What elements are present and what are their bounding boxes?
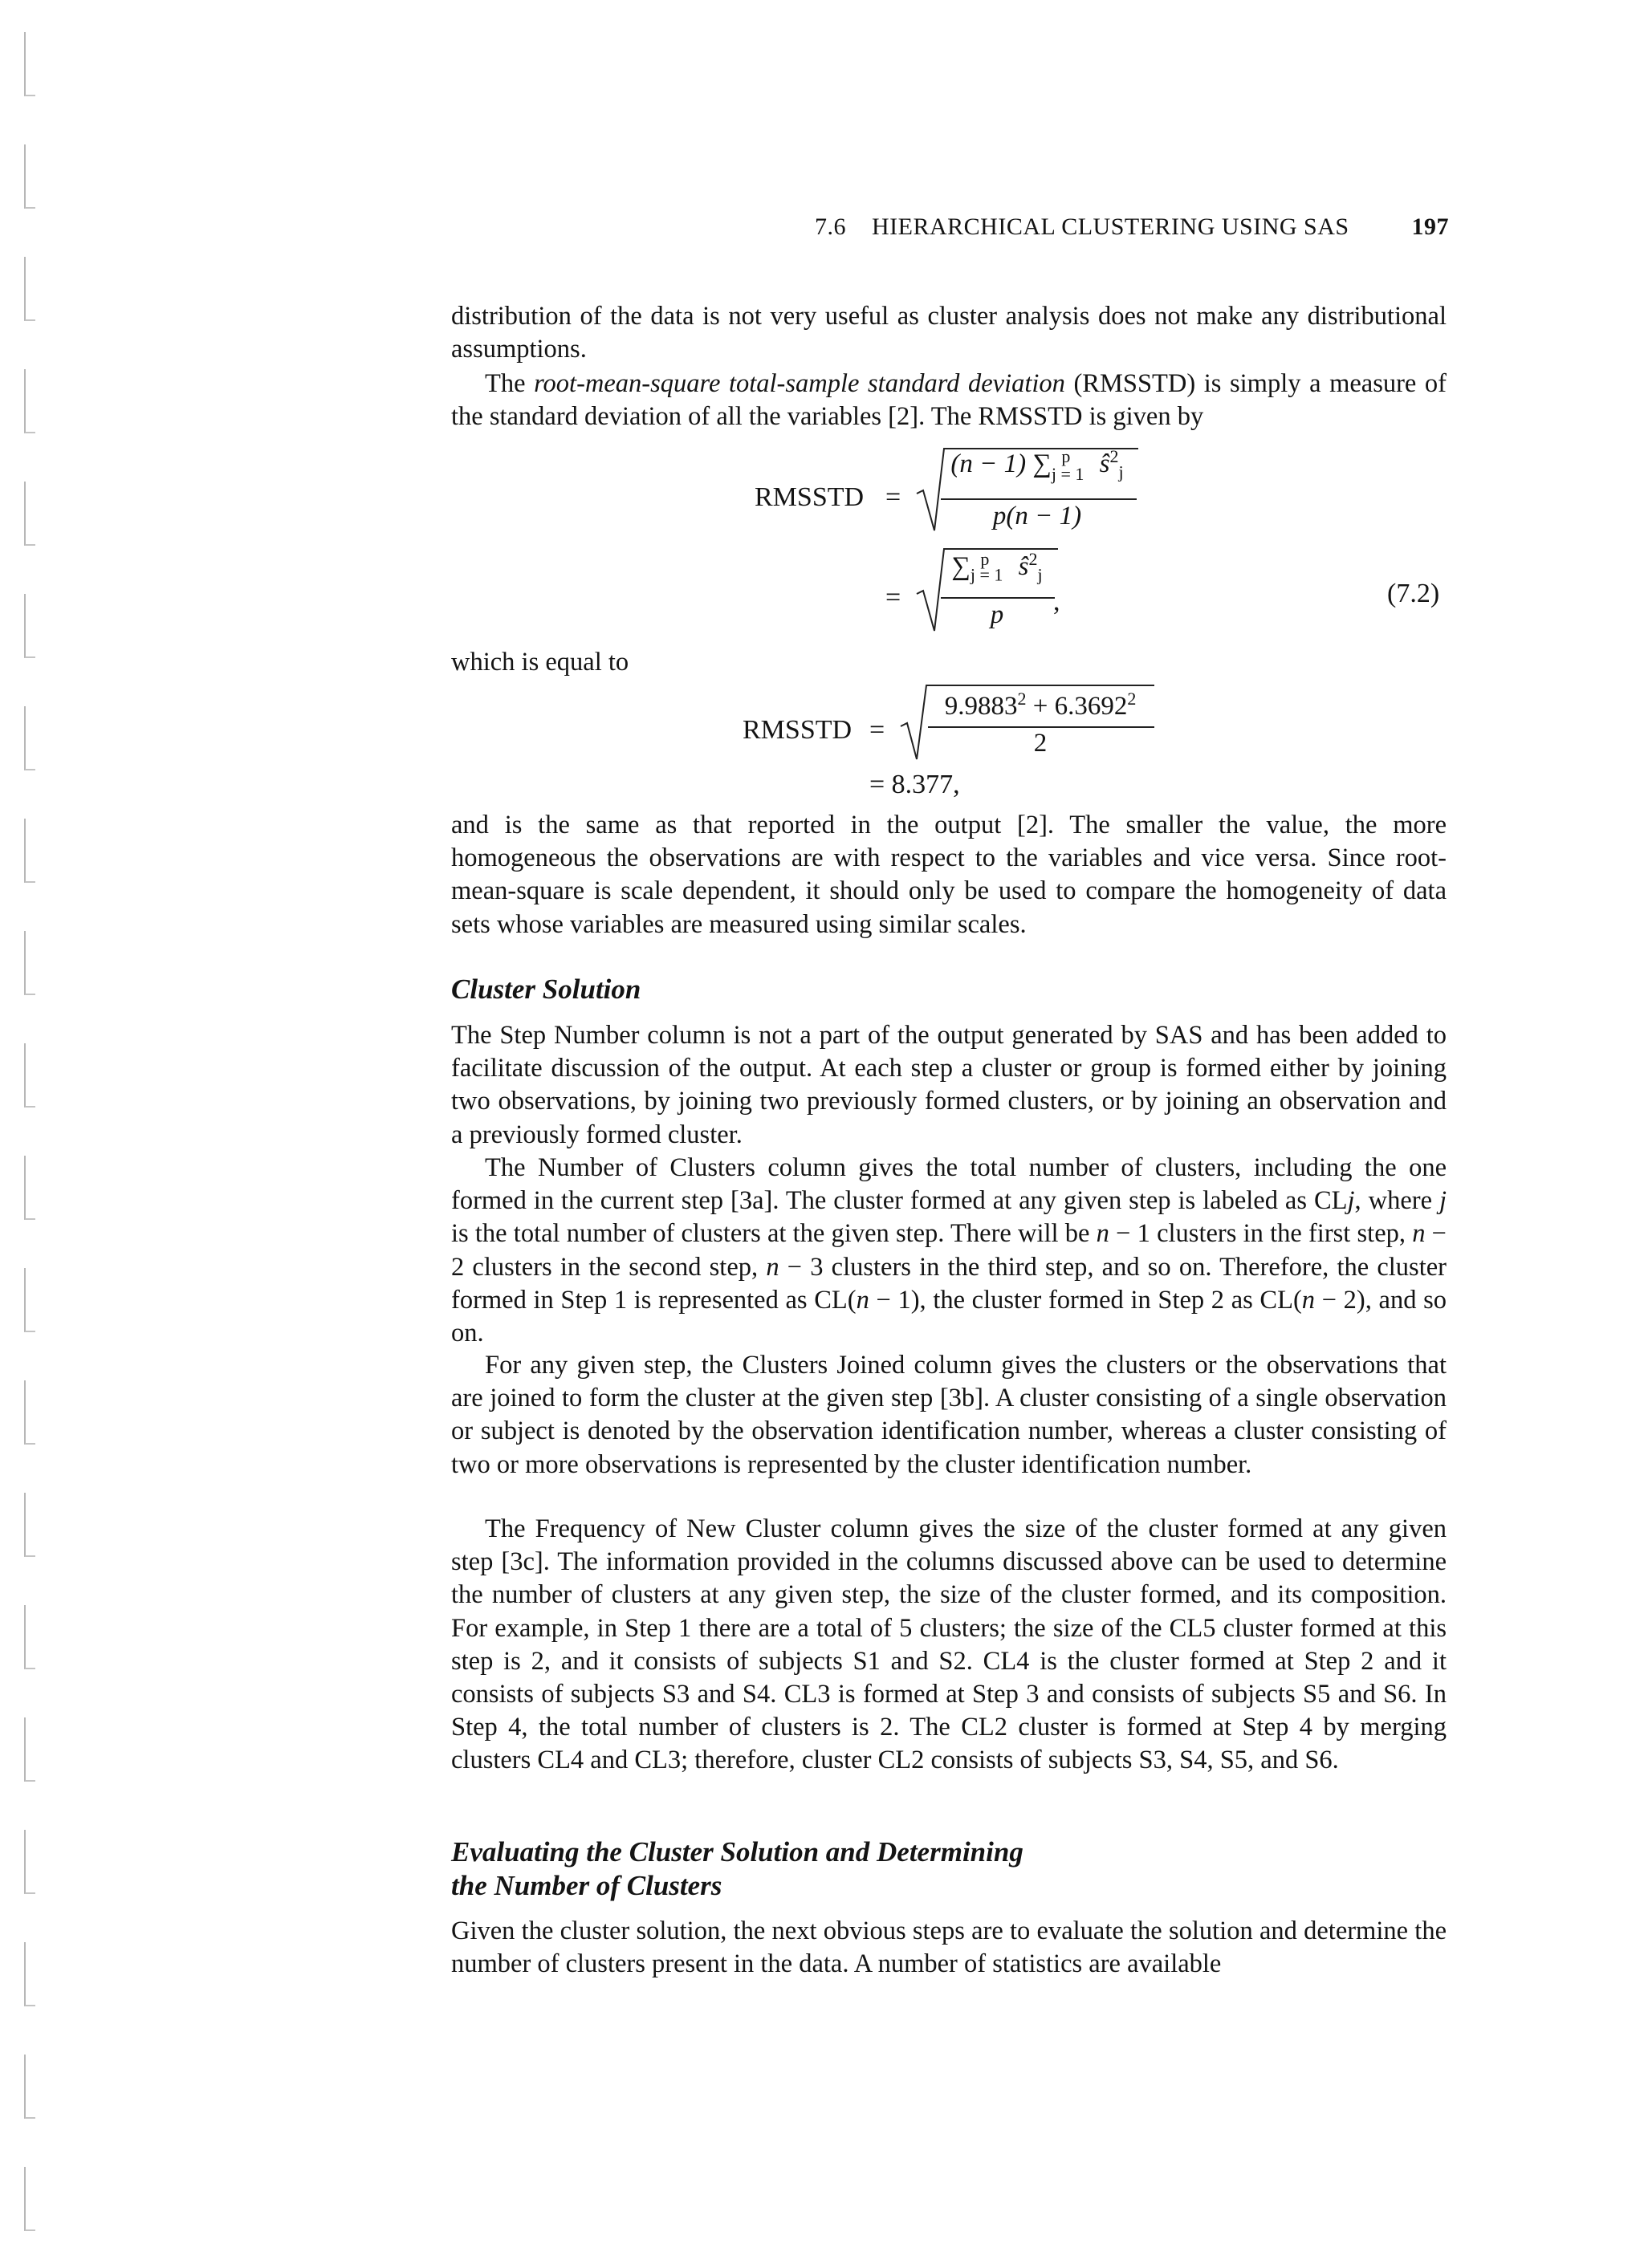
scan-edge-marks [24, 0, 35, 2268]
eq-denominator-2: p [990, 600, 1004, 629]
italic-term: root-mean-square total-sample standard deviation [534, 369, 1065, 398]
paragraph-evaluating: Given the cluster solution, the next obvious steps are to evaluate the solution and determine the number of clusters present in the data. A number of statistics are available [451, 1916, 1447, 1979]
paragraph-rmsstd-intro: The root-mean-square total-sample standard deviation (RMSSTD) is simply a measure of the standard deviation of all the variables [2]. The RMSSTD is given by [451, 369, 1447, 432]
fraction-bar-2 [941, 597, 1055, 599]
paragraph-homogeneity: and is the same as that reported in the output [2]. The smaller the value, the more homogeneous the observations are with respect to the variables and vice versa. Since root-mean-square is scale dependent, it should only be used to compare the homogeneity of data sets whose variables are measured using similar scales. [451, 811, 1447, 939]
eq-equals-2: = [885, 583, 901, 612]
section-heading-evaluating [451, 1835, 1023, 1903]
eq-comma: , [1053, 587, 1060, 616]
eq-result: = 8.377, [869, 770, 960, 799]
eq-numerator-2: $\sum_{j = 1}^p$ $ŝ^2_j$ [951, 549, 1043, 585]
paragraph-distribution: distribution of the data is not very useful as cluster analysis does not make any distributional assumptions. [451, 302, 1447, 364]
fraction-bar-1 [941, 498, 1137, 500]
section-number: 7.6 [815, 213, 846, 240]
eq-equals: = [885, 482, 901, 512]
which-is-equal-text: which is equal to [451, 648, 629, 677]
paragraph-clusters-joined: For any given step, the Clusters Joined column gives the clusters or the observations that are joined to form the cluster at the given step [3b]. A cluster consisting of a single observation or subject is denoted by the observation identification number, whereas a cluster consisting of two or more observations is represented by the cluster identification number. [451, 1351, 1447, 1479]
paragraph-frequency: The Frequency of New Cluster column gives the size of the cluster formed at any given step [3c]. The information provided in the columns discussed above can be used to determine the number of clusters at any given step, the size of the cluster formed, and its composition. For example, in Step 1 there are a total of 5 clusters; the size of the CL5 cluster formed at this step is 2, and it consists of subjects S1 and S2. CL4 is the cluster formed at Step 2 and it consists of subjects S3 and S4. CL3 is formed at Step 3 and consists of subjects S5 and S6. In Step 4, the total number of clusters is 2. The CL2 cluster is formed at Step 4 by merging clusters CL4 and CL3; therefore, cluster CL2 consists of subjects S3, S4, S5, and S6. [451, 1514, 1447, 1775]
running-title: HIERARCHICAL CLUSTERING USING SAS [872, 213, 1349, 240]
heading-line-2: the Number of Clusters [451, 1870, 722, 1901]
paragraph-step-number: The Step Number column is not a part of the output generated by SAS and has been added to facilitate discussion of the output. At each step a cluster or group is formed either by joining two observations, by joining two previously formed clusters, or by joining an observation and a previously formed cluster. [451, 1021, 1447, 1149]
eq-denominator-3: 2 [1033, 729, 1048, 758]
page-number: 197 [1411, 213, 1449, 240]
equation-label: (7.2) [1387, 579, 1440, 608]
eq-numerator-1: (n − 1) $\sum_{j = 1}^p$ $ŝ^2_j$ [950, 446, 1124, 484]
paragraph-number-of-clusters: The Number of Clusters column gives the total number of clusters, including the one formed in the current step [3a]. The cluster formed at any given step is labeled as CLj, where j is the total number of clusters at the given step. There will be n − 1 clusters in the first step, n − 2 clusters in the second step, n − 3 clusters in the third step, and so on. Therefore, the cluster formed in Step 1 is represented as CL(n − 1), the cluster formed in Step 2 as CL(n − 2), and so on. [451, 1153, 1447, 1348]
heading-line-1: Evaluating the Cluster Solution and Determining [451, 1836, 1023, 1868]
fraction-bar-3 [928, 726, 1154, 728]
eq-lhs: RMSSTD [755, 482, 865, 512]
running-head [815, 213, 1449, 241]
eq-numerator-3: $9.9883^2 + 6.3692^2$ [944, 689, 1137, 721]
eq-lhs-2: RMSSTD [743, 715, 853, 745]
eq-equals-3: = [869, 715, 885, 745]
eq-denominator-1: p(n − 1) [992, 502, 1082, 530]
section-heading-cluster-solution: Cluster Solution [451, 973, 641, 1005]
